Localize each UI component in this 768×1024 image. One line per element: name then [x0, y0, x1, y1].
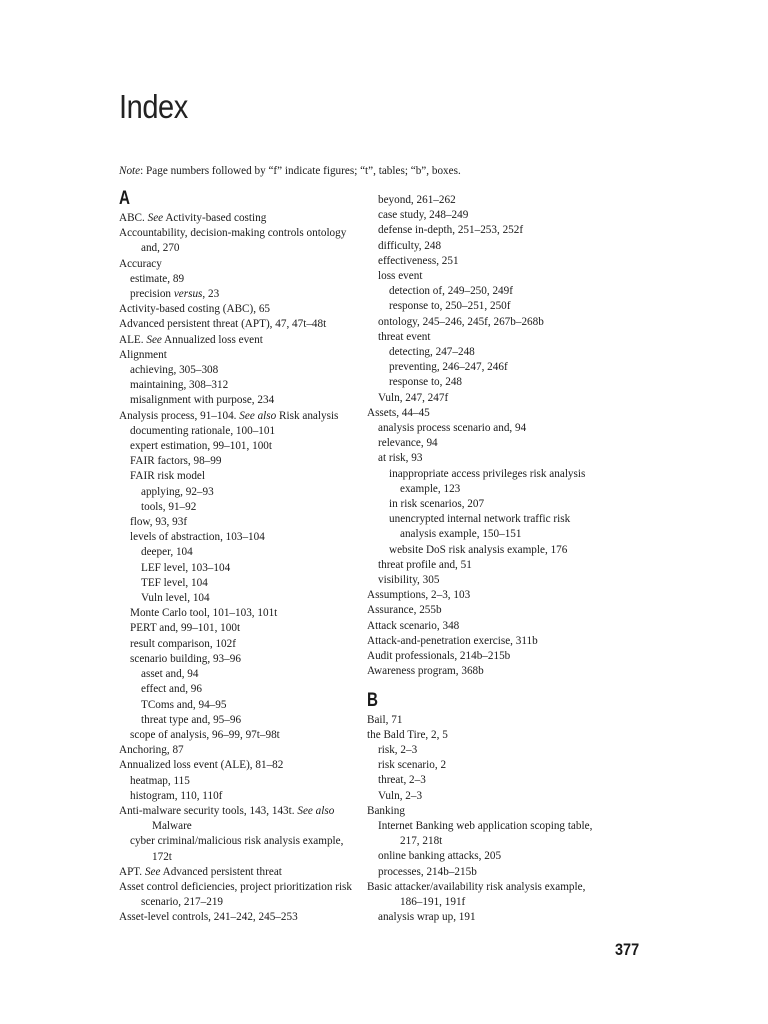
cross-reference-term: See: [146, 333, 162, 346]
cross-reference-term: See: [144, 865, 161, 878]
cross-reference-term: See also: [297, 804, 335, 817]
index-entry: PERT and, 99–101, 100t: [130, 622, 241, 635]
index-entry: in risk scenarios, 207: [389, 498, 485, 511]
index-entry: effect and, 96: [141, 683, 202, 696]
index-entry: misalignment with purpose, 234: [130, 394, 275, 407]
index-entry: Banking: [367, 804, 405, 817]
index-entry: processes, 214b–215b: [378, 865, 477, 878]
index-entry: ABC. See Activity-based costing: [119, 212, 267, 224]
index-entry: asset and, 94: [141, 668, 199, 681]
index-entry: analysis process scenario and, 94: [378, 422, 527, 435]
index-entry: Assets, 44–45: [367, 406, 430, 419]
index-entry: difficulty, 248: [378, 239, 442, 252]
index-entry: Accountability, decision-making controls ontology: [119, 227, 347, 240]
index-entry: detecting, 247–248: [389, 346, 475, 359]
index-entry: achieving, 305–308: [130, 364, 219, 377]
note-label: Note: [119, 165, 141, 177]
index-entry: Activity-based costing (ABC), 65: [119, 303, 271, 316]
index-entry: Malware: [152, 820, 192, 833]
index-entry: flow, 93, 93f: [130, 516, 188, 529]
index-entry: and, 270: [141, 242, 180, 255]
index-entry: 217, 218t: [400, 835, 443, 848]
index-entry: FAIR factors, 98–99: [130, 455, 222, 468]
index-entry: histogram, 110, 110f: [130, 789, 223, 802]
index-entry: levels of abstraction, 103–104: [130, 531, 265, 544]
cross-reference-term: versus: [173, 288, 203, 301]
index-entry: APT. See Advanced persistent threat: [119, 865, 282, 878]
index-entry: scenario building, 93–96: [130, 652, 241, 665]
index-entry: 172t: [152, 850, 172, 863]
index-entry: documenting rationale, 100–101: [130, 424, 276, 437]
index-entry: expert estimation, 99–101, 100t: [130, 440, 272, 453]
index-entry: analysis wrap up, 191: [378, 911, 476, 924]
index-entry: effectiveness, 251: [378, 254, 459, 267]
index-entry: cyber criminal/malicious risk analysis example,: [130, 835, 344, 848]
index-entry: the Bald Tire, 2, 5: [367, 728, 448, 741]
index-entry: Attack-and-penetration exercise, 311b: [367, 634, 538, 647]
index-entry: TEF level, 104: [141, 576, 208, 589]
index-entry: Vuln, 247, 247f: [378, 391, 449, 404]
index-entry: ontology, 245–246, 245f, 267b–268b: [378, 315, 544, 328]
index-entry: maintaining, 308–312: [130, 379, 229, 392]
index-entry: Vuln level, 104: [141, 592, 210, 605]
index-entry: tools, 91–92: [141, 500, 197, 513]
index-entry: Attack scenario, 348: [367, 619, 460, 632]
index-entry: Asset control deficiencies, project prioritization risk: [119, 880, 352, 893]
index-entry: preventing, 246–247, 246f: [389, 361, 508, 374]
index-entry: LEF level, 103–104: [141, 561, 231, 574]
index-entry: Alignment: [119, 348, 167, 361]
index-entry: Monte Carlo tool, 101–103, 101t: [130, 607, 278, 620]
index-entry: Annualized loss event (ALE), 81–82: [119, 759, 284, 772]
index-entry: risk scenario, 2: [378, 759, 447, 772]
index-entry: detection of, 249–250, 249f: [389, 285, 513, 298]
index-entry: precision versus, 23: [130, 288, 220, 301]
index-entry: unencrypted internal network traffic risk: [389, 513, 571, 526]
index-entry: FAIR risk model: [130, 470, 205, 483]
index-entry: risk, 2–3: [378, 743, 418, 756]
index-entry: beyond, 261–262: [378, 194, 456, 206]
index-entry: Anchoring, 87: [119, 744, 184, 757]
index-entry: threat profile and, 51: [378, 558, 472, 571]
index-entry: ALE. See Annualized loss event: [119, 333, 263, 346]
index-note: [119, 164, 679, 179]
index-entry: Anti-malware security tools, 143, 143t. See also: [119, 804, 335, 817]
index-entry: Accuracy: [119, 257, 162, 270]
index-entry: Vuln, 2–3: [378, 789, 423, 802]
index-entry: Assumptions, 2–3, 103: [367, 589, 471, 602]
index-entry: Advanced persistent threat (APT), 47, 47t–48t: [119, 318, 327, 331]
index-entry: Basic attacker/availability risk analysis example,: [367, 880, 586, 893]
index-entry: defense in-depth, 251–253, 252f: [378, 224, 524, 237]
index-entry: response to, 248: [389, 376, 463, 389]
index-entry: inappropriate access privileges risk analysis: [389, 467, 586, 480]
index-entry: Asset-level controls, 241–242, 245–253: [119, 911, 298, 924]
index-entry: estimate, 89: [130, 272, 185, 285]
index-entry: response to, 250–251, 250f: [389, 300, 511, 313]
index-entry: visibility, 305: [378, 574, 440, 587]
index-entry: scope of analysis, 96–99, 97t–98t: [130, 728, 280, 741]
index-column-left: [119, 188, 369, 926]
index-entry: analysis example, 150–151: [400, 528, 522, 541]
index-entry: relevance, 94: [378, 437, 438, 450]
page-number: 377: [615, 940, 640, 959]
index-entry: Audit professionals, 214b–215b: [367, 650, 511, 663]
page-title: Index: [119, 88, 188, 125]
index-entry: 186–191, 191f: [400, 895, 466, 908]
index-entry: at risk, 93: [378, 452, 423, 465]
index-entry: loss event: [378, 270, 423, 283]
section-letter: A: [119, 188, 130, 209]
index-entry: Bail, 71: [367, 713, 403, 726]
index-entry: website DoS risk analysis example, 176: [389, 543, 568, 556]
note-text: : Page numbers followed by “f” indicate figures; “t”, tables; “b”, boxes.: [140, 165, 461, 177]
cross-reference-term: See: [147, 212, 164, 224]
index-entry: Assurance, 255b: [367, 604, 442, 617]
section-letter: B: [367, 689, 378, 711]
index-entry: deeper, 104: [141, 546, 193, 559]
index-entry: threat, 2–3: [378, 774, 426, 787]
index-entry: case study, 248–249: [378, 209, 469, 222]
index-column-right: [367, 193, 617, 925]
index-entry: Internet Banking web application scoping table,: [378, 819, 593, 832]
index-entry: threat type and, 95–96: [141, 713, 242, 726]
index-entry: applying, 92–93: [141, 485, 214, 498]
index-entry: result comparison, 102f: [130, 637, 236, 650]
index-entry: TComs and, 94–95: [141, 698, 227, 711]
index-entry: example, 123: [400, 482, 461, 495]
index-entry: heatmap, 115: [130, 774, 190, 787]
index-entry: scenario, 217–219: [141, 896, 224, 909]
cross-reference-term: See also: [239, 409, 277, 422]
index-entry: Awareness program, 368b: [367, 665, 484, 678]
index-entry: Analysis process, 91–104. See also Risk analysis: [119, 409, 339, 422]
index-entry: threat event: [378, 330, 431, 343]
index-entry: online banking attacks, 205: [378, 850, 502, 863]
